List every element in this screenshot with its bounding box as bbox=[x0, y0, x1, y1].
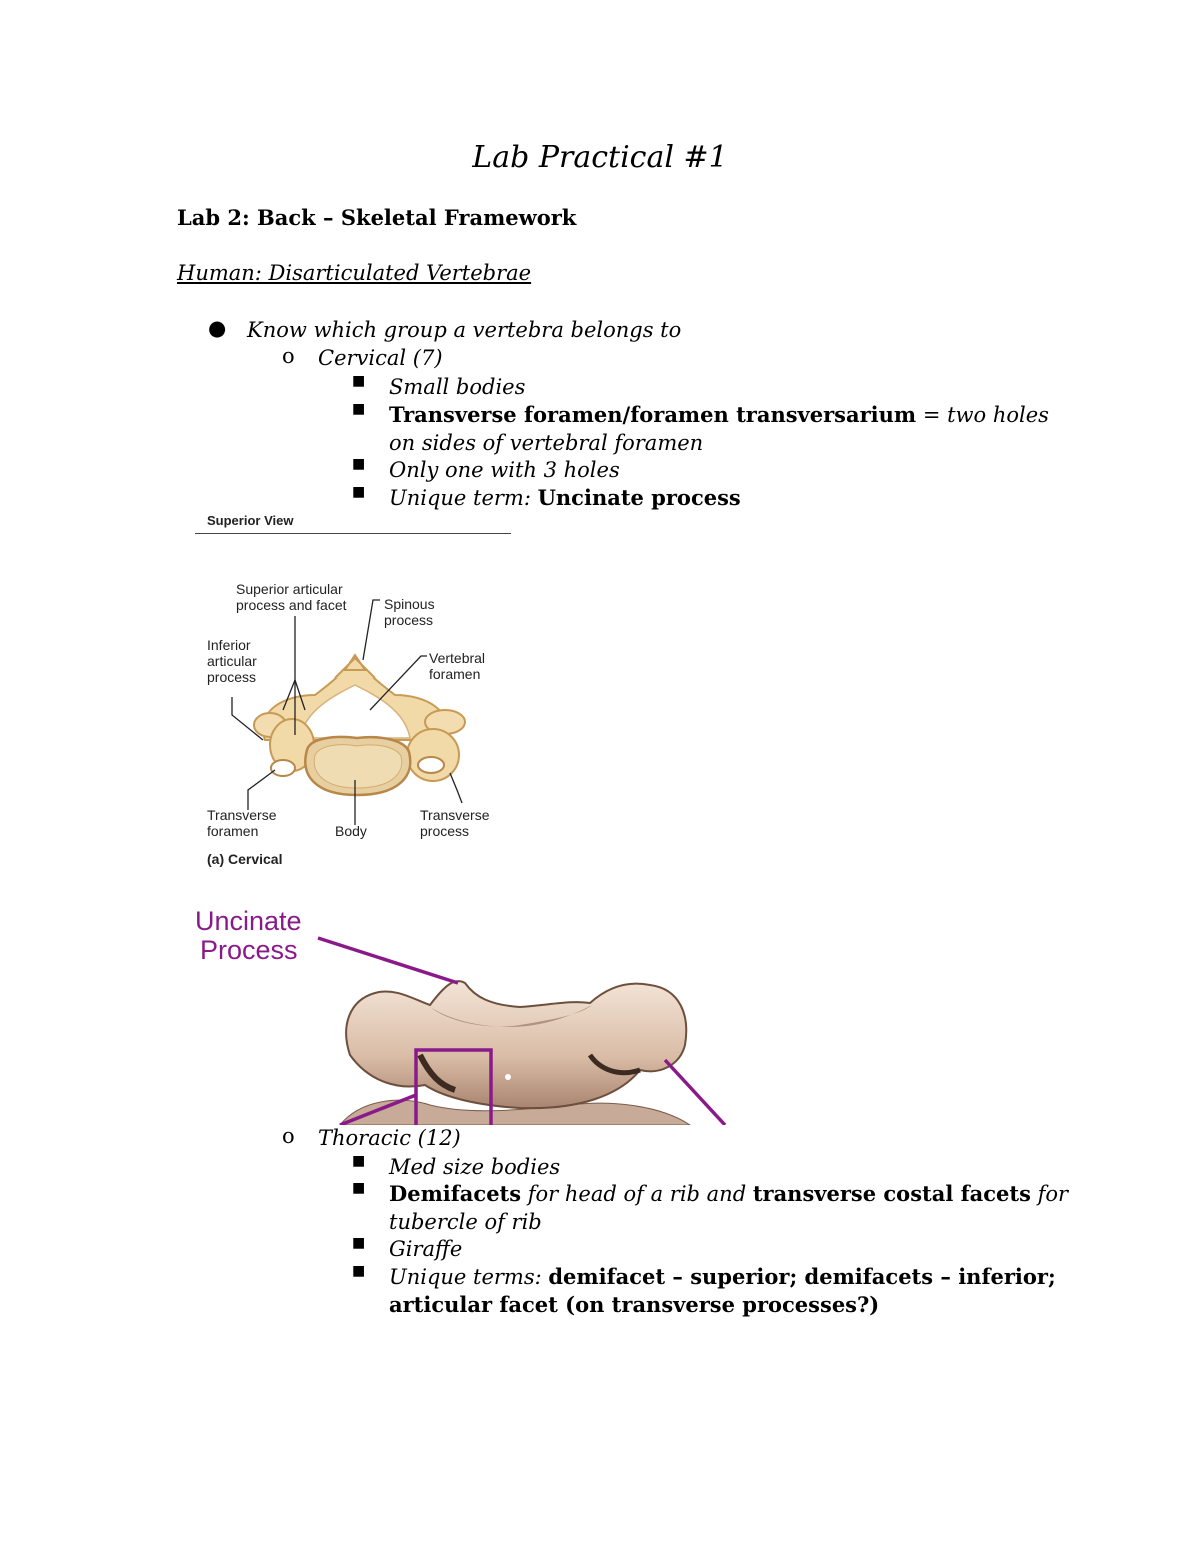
list-item bbox=[389, 1263, 1056, 1291]
label-vertebral-foramen-2: foramen bbox=[429, 666, 481, 682]
label-inferior-articular-3: process bbox=[207, 669, 257, 685]
section-heading: Lab 2: Back – Skeletal Framework bbox=[177, 205, 577, 230]
list-item-continuation: tubercle of rib bbox=[389, 1210, 542, 1234]
list-item: Small bodies bbox=[389, 375, 526, 399]
term-description: = two holes bbox=[916, 403, 1049, 427]
square-bullet-icon: ■ bbox=[352, 1180, 366, 1196]
list-item bbox=[389, 484, 741, 512]
uncinate-label-2: Process bbox=[200, 935, 298, 965]
square-bullet-icon: ■ bbox=[352, 1263, 366, 1279]
list-item-continuation: articular facet (on transverse processes?) bbox=[389, 1292, 880, 1317]
label-spinous: Spinous bbox=[384, 596, 435, 612]
label-body: Body bbox=[335, 823, 367, 839]
label-superior-articular-2: process and facet bbox=[236, 597, 347, 613]
square-bullet-icon: ■ bbox=[352, 456, 366, 472]
label-transverse-foramen-2: foramen bbox=[207, 823, 259, 839]
term-bold: Uncinate process bbox=[537, 485, 741, 510]
list-item: Giraffe bbox=[389, 1237, 463, 1261]
term-bold: demifacet – superior; demifacets – inferior; bbox=[548, 1264, 1056, 1289]
list-item bbox=[389, 1180, 1068, 1208]
document-title: Lab Practical #1 bbox=[472, 140, 728, 175]
square-bullet-icon: ■ bbox=[352, 373, 366, 389]
square-bullet-icon: ■ bbox=[352, 401, 366, 417]
label-inferior-articular: Inferior bbox=[207, 637, 251, 653]
hollow-o-bullet-icon: o bbox=[282, 344, 295, 368]
label-transverse-foramen: Transverse bbox=[207, 807, 277, 823]
label-spinous-2: process bbox=[384, 612, 434, 628]
term-bold: Demifacets bbox=[389, 1181, 522, 1206]
thoracic-heading: Thoracic (12) bbox=[318, 1126, 461, 1150]
term-bold: Transverse foramen/foramen transversarium bbox=[389, 402, 917, 427]
list-item bbox=[389, 401, 1049, 429]
label-transverse-process: Transverse bbox=[420, 807, 490, 823]
uncinate-illustration bbox=[190, 905, 735, 1125]
square-bullet-icon: ■ bbox=[352, 1153, 366, 1169]
label-vertebral-foramen: Vertebral bbox=[429, 650, 486, 666]
term-description: for bbox=[1030, 1182, 1069, 1206]
hollow-o-bullet-icon: o bbox=[282, 1124, 295, 1148]
cervical-vertebra-figure bbox=[195, 510, 515, 870]
unique-term-label: Unique terms: bbox=[389, 1265, 549, 1289]
term-description: for head of a rib and bbox=[521, 1182, 753, 1206]
subsection-heading: Human: Disarticulated Vertebrae bbox=[177, 261, 532, 285]
label-superior-articular: Superior articular bbox=[236, 581, 343, 597]
unique-term-label: Unique term: bbox=[389, 486, 538, 510]
uncinate-label: Uncinate bbox=[195, 906, 302, 936]
label-inferior-articular-2: articular bbox=[207, 653, 257, 669]
list-item-continuation: on sides of vertebral foramen bbox=[389, 431, 704, 455]
square-bullet-icon: ■ bbox=[352, 1235, 366, 1251]
uncinate-process-figure bbox=[190, 905, 735, 1125]
list-item: Know which group a vertebra belongs to bbox=[247, 318, 682, 342]
label-transverse-process-2: process bbox=[420, 823, 470, 839]
cervical-heading: Cervical (7) bbox=[318, 346, 443, 370]
term-bold: transverse costal facets bbox=[752, 1181, 1031, 1206]
figure-header: Superior View bbox=[207, 513, 294, 528]
list-item: Only one with 3 holes bbox=[389, 458, 620, 482]
filled-circle-bullet-icon: ● bbox=[208, 316, 227, 340]
list-item: Med size bodies bbox=[389, 1155, 561, 1179]
square-bullet-icon: ■ bbox=[352, 484, 366, 500]
figure-caption: (a) Cervical bbox=[207, 851, 283, 867]
